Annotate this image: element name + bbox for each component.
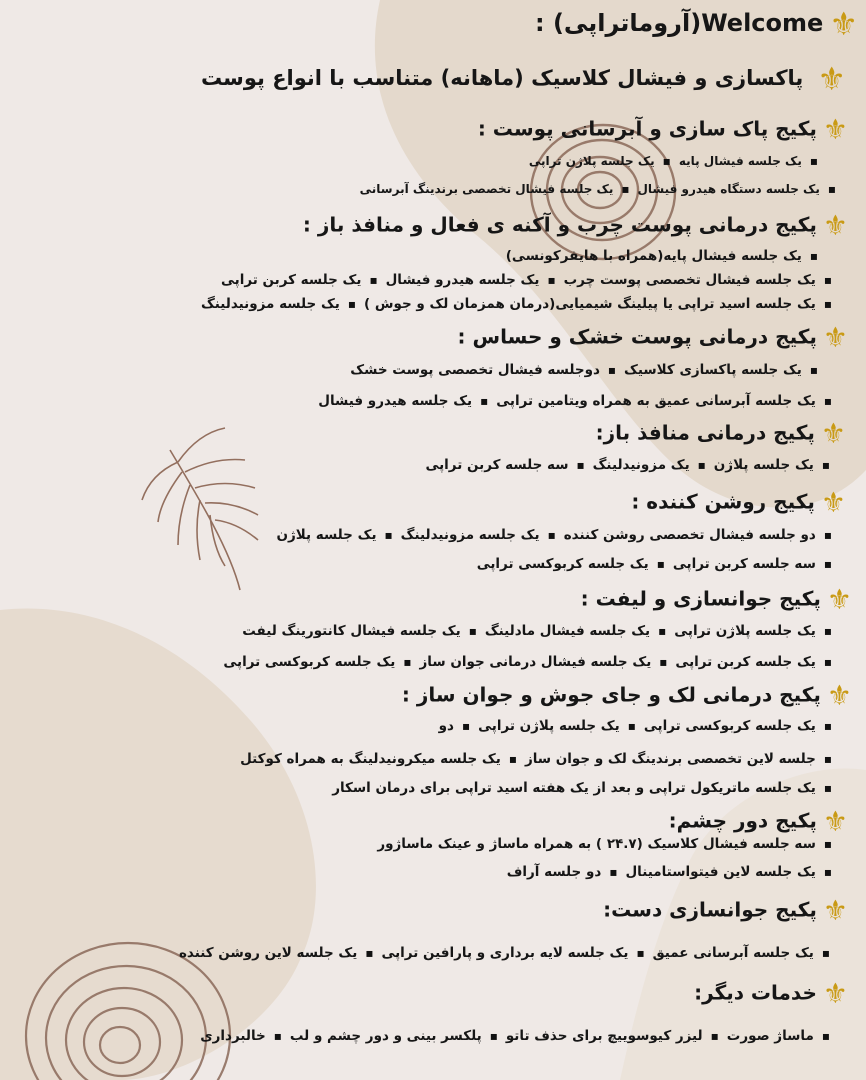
bullet-icon: ▪ (273, 1029, 282, 1043)
service-item: یک جلسه میکرونیدلینگ به همراه کوکتل (240, 751, 501, 767)
bullet-icon: ▪ (823, 297, 832, 311)
service-item: یک جلسه پلاژن تراپی (674, 623, 816, 639)
bullet-icon: ▪ (508, 752, 517, 766)
bullet-icon: ▪ (662, 154, 671, 168)
service-item: ماساژ صورت (726, 1028, 814, 1044)
bullet-icon: ▪ (823, 624, 832, 638)
bullet-icon: ▪ (480, 394, 489, 408)
bullet-icon: ▪ (369, 273, 378, 287)
bullet-icon: ▪ (821, 1029, 830, 1043)
service-item: یک جلسه مزونیدلینگ (400, 527, 540, 543)
section-title: پکیج درمانی منافذ باز: (595, 420, 815, 445)
service-item: یک جلسه پلاژن (713, 457, 814, 473)
service-item: یک جلسه کربن تراپی (220, 272, 362, 288)
service-item: یک جلسه دستگاه هیدرو فیشال (637, 182, 820, 196)
service-item: یک جلسه پاکسازی کلاسیک (624, 362, 802, 378)
section-heading (0, 583, 866, 616)
service-line (0, 751, 866, 767)
service-item: یک جلسه پلاژن (276, 527, 377, 543)
service-item: یک جلسه کربوکسی تراپی (223, 654, 396, 670)
bullet-icon: ▪ (823, 528, 832, 542)
service-line (0, 296, 866, 312)
service-item: یک جلسه فیشال تخصصی برندینگ آبرسانی (359, 182, 614, 196)
bullet-icon: ▪ (821, 946, 830, 960)
welcome-title-text: Welcome(آروماتراپی) : (535, 9, 824, 37)
bullet-icon: ▪ (627, 719, 636, 733)
service-item: یک جلسه فیشال درمانی جوان ساز (419, 654, 652, 670)
section-title: پکیج درمانی لک و جای جوش و جوان ساز : (401, 682, 821, 707)
service-line (0, 780, 866, 796)
fleur-de-lis-icon: ⚜ (820, 417, 846, 450)
section-title: پکیج دور چشم: (668, 808, 817, 833)
service-item: یک جلسه پلاژن تراپی (478, 718, 620, 734)
bullet-icon: ▪ (823, 865, 832, 879)
section-title: پکیج پاک سازی و آبرسانی پوست : (477, 116, 817, 141)
service-line (0, 393, 866, 409)
bullet-icon: ▪ (636, 946, 645, 960)
fleur-de-lis-icon: ⚜ (826, 679, 852, 712)
service-line (0, 248, 866, 264)
service-item: یک جلسه لایه برداری و پارافین تراپی (381, 945, 629, 961)
service-item: یک جلسه فیشال پایه (678, 154, 802, 168)
service-line (0, 718, 866, 734)
service-line (0, 654, 866, 670)
service-line (0, 182, 866, 196)
bullet-icon: ▪ (609, 865, 618, 879)
service-item: خالبرداری (200, 1028, 266, 1044)
service-line (0, 1028, 866, 1044)
fleur-de-lis-icon: ⚜ (820, 486, 846, 519)
section-heading (0, 321, 866, 354)
bullet-icon: ▪ (547, 528, 556, 542)
section-heading (0, 417, 866, 450)
bullet-icon: ▪ (403, 655, 412, 669)
fleur-de-lis-icon: ⚜ (829, 5, 858, 43)
bullet-icon: ▪ (656, 557, 665, 571)
service-item: دو جلسه آراف (506, 864, 602, 880)
bullet-icon: ▪ (809, 154, 818, 168)
service-item: یک جلسه کربوکسی تراپی (643, 718, 816, 734)
bullet-icon: ▪ (809, 249, 818, 263)
section-heading (0, 486, 866, 519)
service-line (0, 945, 866, 961)
bullet-icon: ▪ (823, 557, 832, 571)
service-item: یک جلسه فیشال تخصصی پوست چرب (563, 272, 816, 288)
fleur-de-lis-icon: ⚜ (817, 60, 846, 98)
bullet-icon: ▪ (823, 273, 832, 287)
bullet-icon: ▪ (823, 837, 832, 851)
service-item: یک جلسه آبرسانی عمیق (652, 945, 814, 961)
bullet-icon: ▪ (823, 781, 832, 795)
section-title: پکیج جوانسازی دست: (603, 897, 817, 922)
section-heading (0, 894, 866, 927)
bullet-icon: ▪ (823, 719, 832, 733)
service-item: دو (438, 718, 454, 734)
section-title: پکیج روشن کننده : (631, 489, 815, 514)
service-item: یک جلسه اسید تراپی یا پیلینگ شیمیایی(درمان همزمان لک و جوش ) (363, 296, 816, 312)
bullet-icon: ▪ (621, 182, 630, 196)
bullet-icon: ▪ (547, 273, 556, 287)
bullet-icon: ▪ (823, 655, 832, 669)
section-heading (0, 805, 866, 838)
service-item: یک جلسه هیدرو فیشال (318, 393, 473, 409)
bullet-icon: ▪ (823, 752, 832, 766)
service-item: یک جلسه لاین فیتواستامینال (625, 864, 816, 880)
intro-title (0, 60, 866, 98)
service-item: جلسه لاین تخصصی برندینگ لک و جوان ساز (524, 751, 816, 767)
service-item: یک جلسه لاین روشن کننده (178, 945, 358, 961)
bullet-icon: ▪ (809, 363, 818, 377)
intro-title-text: پاکسازی و فیشال کلاسیک (ماهانه) متناسب با انواع پوست (200, 66, 804, 90)
fleur-de-lis-icon: ⚜ (822, 209, 848, 242)
service-item: دو جلسه فیشال تخصصی روشن کننده (563, 527, 816, 543)
service-item: یک جلسه هیدرو فیشال (385, 272, 540, 288)
bullet-icon: ▪ (821, 458, 830, 472)
bullet-icon: ▪ (461, 719, 471, 733)
fleur-de-lis-icon: ⚜ (822, 113, 848, 146)
service-item: پلکسر بینی و دور چشم و لب (289, 1028, 482, 1044)
welcome-title (0, 5, 866, 43)
service-item: دوجلسه فیشال تخصصی پوست خشک (350, 362, 600, 378)
section-title: پکیج درمانی پوست چرب و آکنه ی فعال و منافذ باز : (302, 212, 817, 237)
bullet-icon: ▪ (658, 624, 667, 638)
bullet-icon: ▪ (576, 458, 585, 472)
service-line (0, 154, 866, 168)
bullet-icon: ▪ (607, 363, 617, 377)
section-heading (0, 977, 866, 1010)
service-line (0, 527, 866, 543)
service-line (0, 556, 866, 572)
service-item: یک جلسه ماتریکول تراپی و بعد از یک هفته اسید تراپی برای درمان اسکار (332, 780, 816, 796)
service-line (0, 362, 866, 378)
fleur-de-lis-icon: ⚜ (822, 321, 848, 354)
bullet-icon: ▪ (659, 655, 668, 669)
section-title: پکیج درمانی پوست خشک و حساس : (457, 324, 817, 349)
service-line (0, 457, 866, 473)
service-item: یک جلسه فیشال مادلینگ (484, 623, 651, 639)
section-heading (0, 209, 866, 242)
service-line (0, 623, 866, 639)
bullet-icon: ▪ (489, 1029, 498, 1043)
service-item: سه جلسه کربن تراپی (425, 457, 569, 473)
section-title: خدمات دیگر: (694, 980, 817, 1005)
bullet-icon: ▪ (347, 297, 356, 311)
fleur-de-lis-icon: ⚜ (822, 805, 848, 838)
bullet-icon: ▪ (384, 528, 393, 542)
service-item: یک جلسه مزونیدلینگ (200, 296, 340, 312)
fleur-de-lis-icon: ⚜ (826, 583, 852, 616)
fleur-de-lis-icon: ⚜ (822, 894, 848, 927)
bullet-icon: ▪ (468, 624, 477, 638)
bullet-icon: ▪ (365, 946, 374, 960)
bullet-icon: ▪ (827, 182, 836, 196)
service-item: یک جلسه فیشال پایه(همراه با هایفرکونسی) (505, 248, 802, 264)
service-item: یک جلسه کربن تراپی (675, 654, 816, 670)
service-line (0, 272, 866, 288)
section-heading (0, 113, 866, 146)
bullet-icon: ▪ (710, 1029, 719, 1043)
service-item: یک مزونیدلینگ (592, 457, 690, 473)
service-item: یک جلسه پلاژن تراپی (528, 154, 655, 168)
service-item: سه جلسه فیشال کلاسیک (۲۴.۷ ) به همراه ماساژ و عینک ماساژور (377, 836, 816, 852)
bullet-icon: ▪ (697, 458, 706, 472)
section-title: پکیج جوانسازی و لیفت : (580, 586, 821, 611)
service-line (0, 836, 866, 852)
fleur-de-lis-icon: ⚜ (822, 977, 848, 1010)
service-item: یک جلسه فیشال کانتورینگ لیفت (242, 623, 461, 639)
service-item: سه جلسه کربن تراپی (672, 556, 816, 572)
service-item: یک جلسه آبرسانی عمیق به همراه ویتامین تراپی (496, 393, 816, 409)
section-heading (0, 679, 866, 712)
service-item: یک جلسه کربوکسی تراپی (476, 556, 649, 572)
bullet-icon: ▪ (823, 394, 832, 408)
service-line (0, 864, 866, 880)
service-item: لیزر کیوسوییچ برای حذف تاتو (505, 1028, 703, 1044)
